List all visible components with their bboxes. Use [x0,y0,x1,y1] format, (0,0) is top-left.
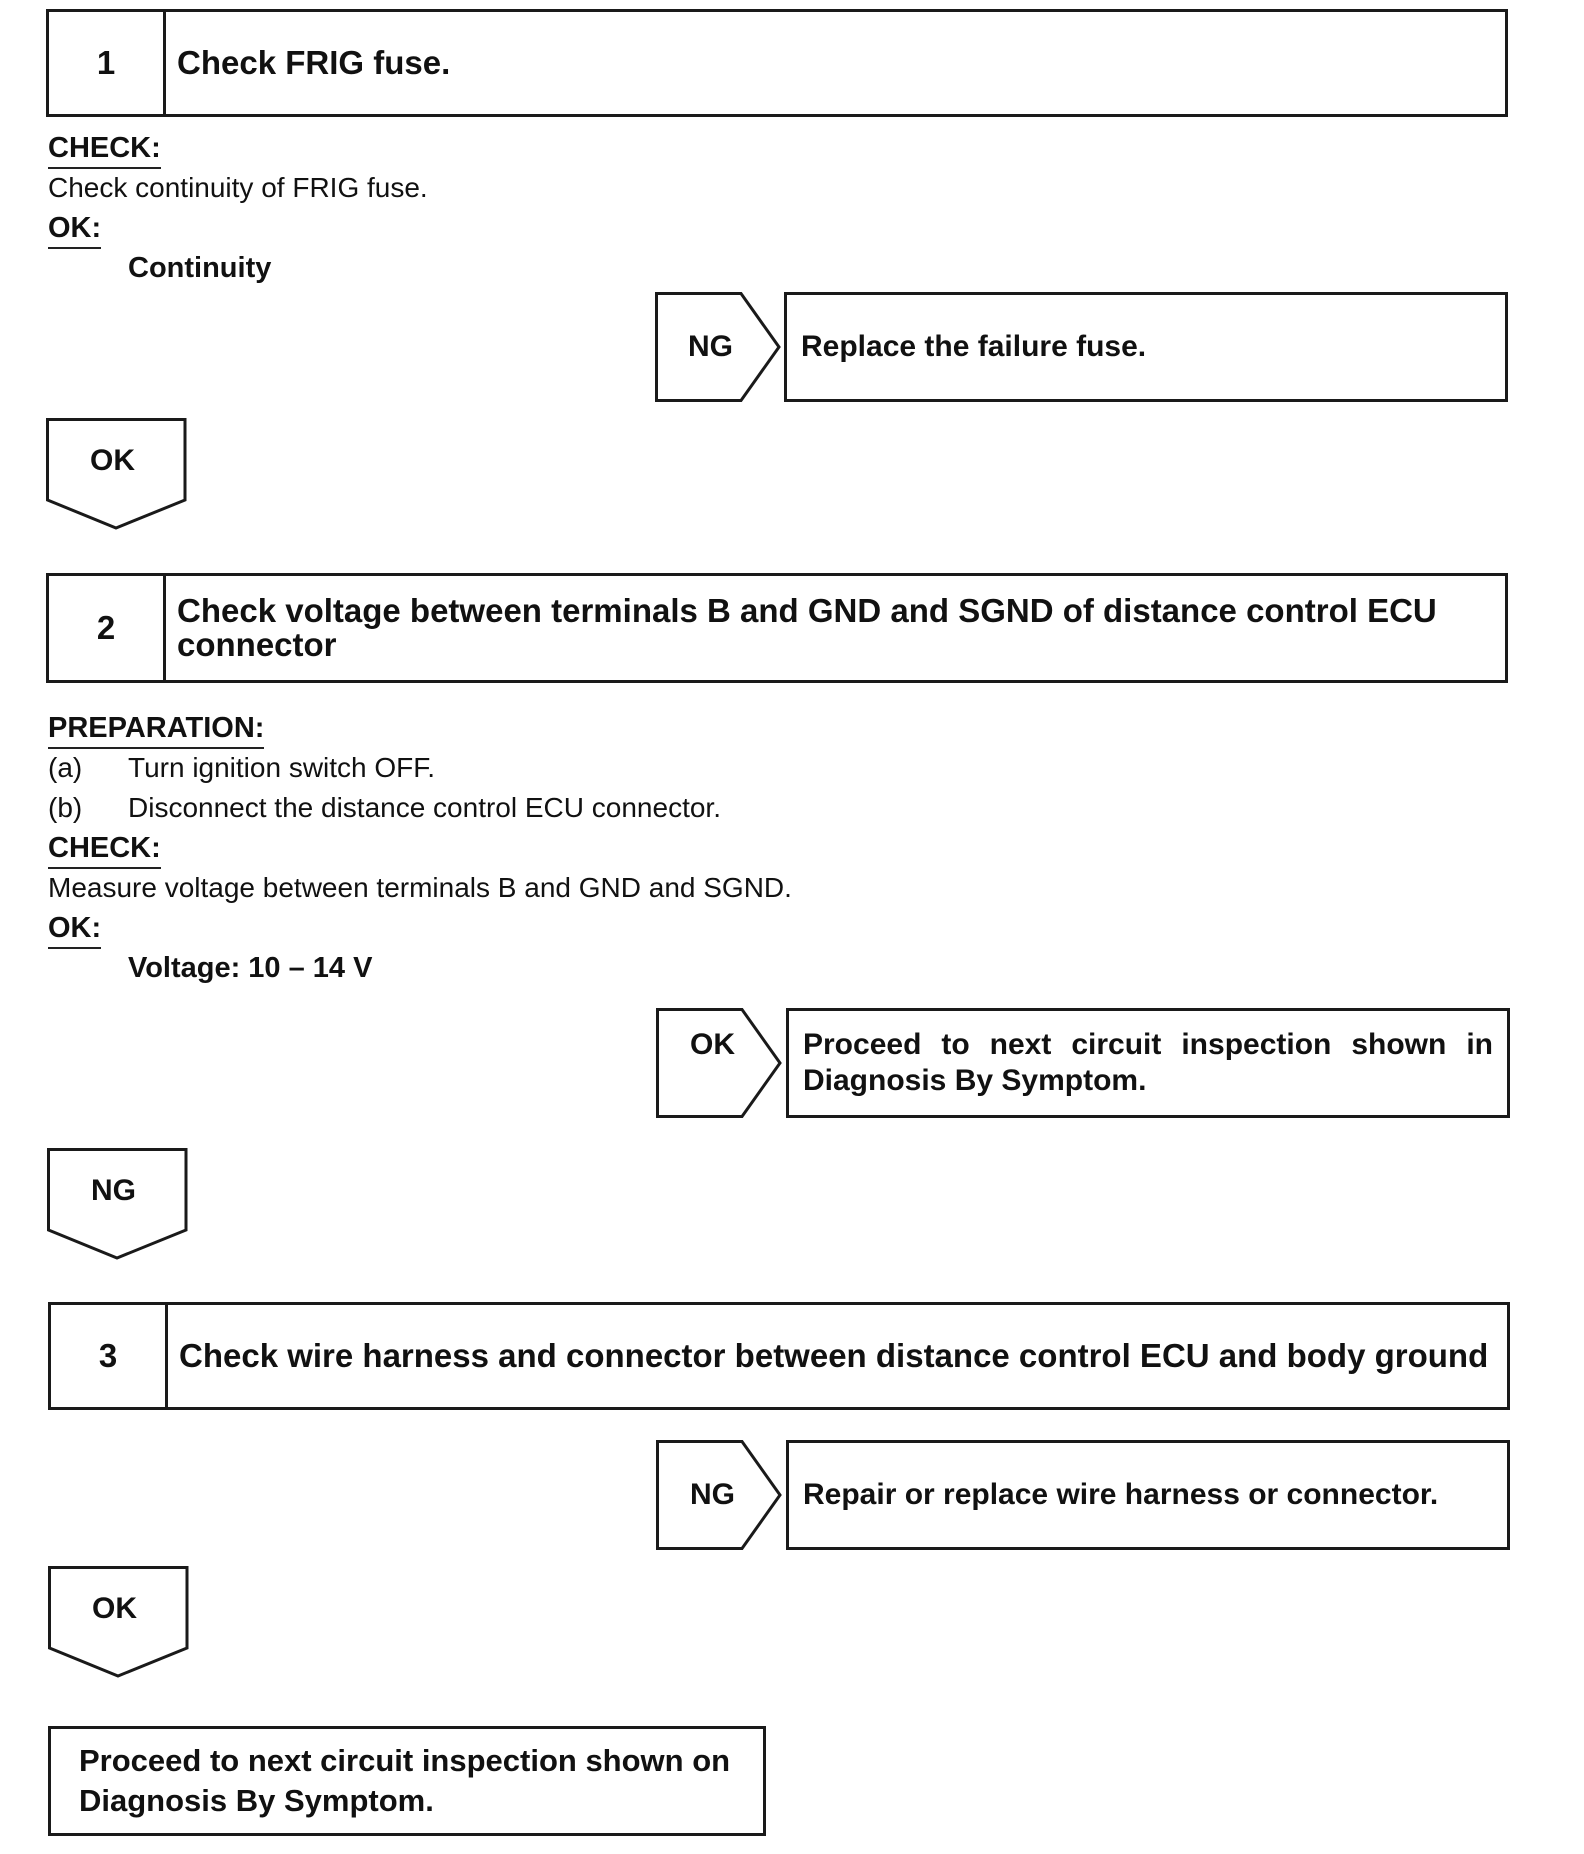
step-3-continue-label: OK [92,1592,137,1625]
step-1-check-text: Check continuity of FRIG fuse. [48,172,428,203]
final-action-box [48,1726,766,1836]
step-2-title: Check voltage between terminals B and GND and SGND of distance control ECU connector [177,592,1437,663]
step-2-prep-item-b [48,792,721,824]
step-1-header [46,9,1508,117]
step-2-check-heading [48,832,161,869]
step-2-branch-action-text: Proceed to next circuit inspection shown in Diagnosis By Symptom. [803,1028,1493,1097]
step-2-ok-label: OK: [48,912,101,949]
step-3-branch-label: NG [690,1478,735,1511]
step-2-prep-item-b-marker: (b) [48,792,83,823]
step-2-check-label: CHECK: [48,832,161,869]
step-1-ok-label: OK: [48,212,101,249]
step-2-ok-spec: Voltage: 10 – 14 V [128,952,373,984]
step-1-branch-action [784,292,1508,402]
step-3-branch-action-text: Repair or replace wire harness or connector. [803,1478,1439,1511]
step-1-continue-label: OK [90,444,135,477]
step-2-continue-label: NG [91,1174,136,1207]
step-3-header [48,1302,1510,1410]
step-2-prep-item-b-text: Disconnect the distance control ECU connector. [128,792,721,823]
step-1-ok-heading [48,212,101,249]
step-1-branch-action-text: Replace the failure fuse. [801,330,1147,363]
step-1-check-label: CHECK: [48,132,161,169]
step-3-branch-action [786,1440,1510,1550]
step-1-number: 1 [49,12,166,114]
step-1-branch-label: NG [688,330,733,363]
step-3-title: Check wire harness and connector between distance control ECU and body ground [179,1337,1489,1374]
step-1-ok-spec: Continuity [128,252,272,284]
step-1-title: Check FRIG fuse. [177,44,451,81]
step-2-preparation-heading [48,712,264,749]
step-2-prep-item-a-text: Turn ignition switch OFF. [128,752,436,783]
step-2-header [46,573,1508,683]
step-2-branch-arrow [656,1008,786,1120]
step-1-check-heading [48,132,161,169]
step-2-prep-item-a [48,752,435,784]
step-2-check-text: Measure voltage between terminals B and GND and SGND. [48,872,792,903]
step-2-preparation-label: PREPARATION: [48,712,264,749]
step-2-branch-label: OK [690,1028,735,1061]
step-3-number: 3 [51,1305,168,1407]
final-action-text: Proceed to next circuit inspection shown on Diagnosis By Symptom. [79,1743,731,1818]
step-2-branch-action [786,1008,1510,1118]
step-2-ok-heading [48,912,101,949]
step-2-prep-item-a-marker: (a) [48,752,83,783]
step-2-number: 2 [49,576,166,680]
